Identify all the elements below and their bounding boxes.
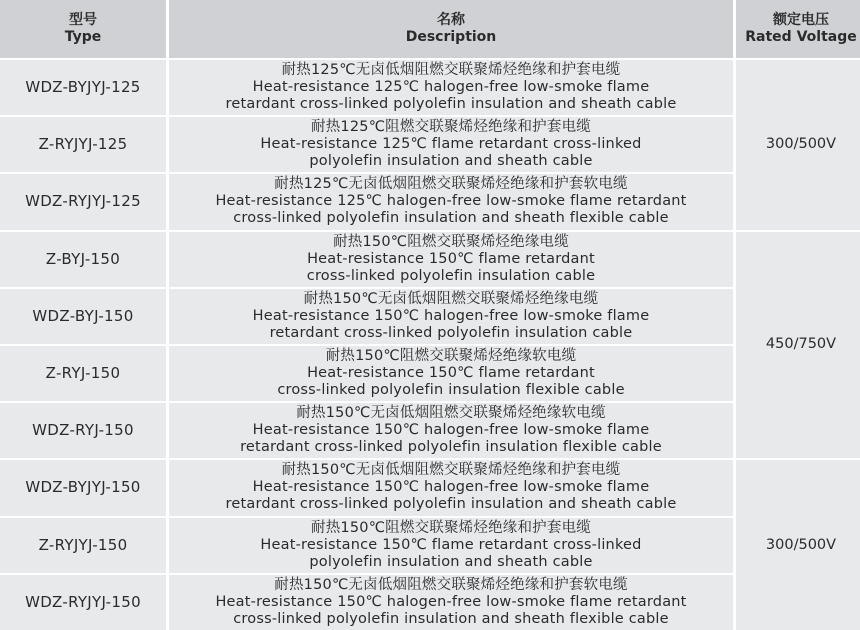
type-cell: WDZ-RYJ-150 bbox=[0, 403, 166, 458]
desc-cn: 耐热150℃阻燃交联聚烯烃绝缘软电缆 bbox=[325, 348, 577, 365]
desc-cn: 耐热150℃无卤低烟阻燃交联聚烯烃绝缘电缆 bbox=[303, 290, 599, 307]
desc-en-line: cross-linked polyolefin insulation and sheath flexible cable bbox=[233, 610, 669, 627]
description-cell bbox=[169, 117, 733, 172]
header-desc-cn: 名称 bbox=[437, 12, 465, 28]
desc-en-line: cross-linked polyolefin insulation flexible cable bbox=[277, 382, 625, 399]
type-cell: Z-BYJ-150 bbox=[0, 232, 166, 287]
desc-cn: 耐热150℃阻燃交联聚烯烃绝缘电缆 bbox=[333, 233, 569, 250]
description-cell bbox=[169, 232, 733, 287]
desc-en-line: Heat-resistance 150℃ flame retardant bbox=[307, 250, 595, 267]
header-type-en: Type bbox=[64, 29, 102, 45]
desc-en-line: Heat-resistance 150℃ halogen-free low-smoke flame bbox=[252, 422, 650, 439]
desc-en-line: Heat-resistance 125℃ halogen-free low-smoke flame retardant bbox=[215, 193, 687, 210]
voltage-cell: 450/750V bbox=[736, 232, 860, 459]
type-cell: WDZ-RYJYJ-150 bbox=[0, 575, 166, 630]
type-cell: Z-RYJYJ-125 bbox=[0, 117, 166, 172]
description-cell bbox=[169, 60, 733, 115]
type-cell: Z-RYJ-150 bbox=[0, 346, 166, 401]
desc-cn: 耐热150℃无卤低烟阻燃交联聚烯烃绝缘和护套电缆 bbox=[281, 462, 621, 479]
desc-cn: 耐热150℃阻燃交联聚烯烃绝缘和护套电缆 bbox=[311, 519, 591, 536]
desc-en-line: polyolefin insulation and sheath cable bbox=[309, 153, 593, 170]
desc-cn: 耐热150℃无卤低烟阻燃交联聚烯烃绝缘软电缆 bbox=[296, 405, 606, 422]
desc-en-line: cross-linked polyolefin insulation and sheath flexible cable bbox=[233, 210, 669, 227]
type-cell: WDZ-BYJYJ-150 bbox=[0, 460, 166, 515]
desc-cn: 耐热125℃无卤低烟阻燃交联聚烯烃绝缘和护套电缆 bbox=[281, 62, 621, 79]
description-cell bbox=[169, 174, 733, 229]
description-cell bbox=[169, 403, 733, 458]
voltage-cell: 300/500V bbox=[736, 460, 860, 630]
header-desc-en: Description bbox=[405, 29, 497, 45]
type-cell: Z-RYJYJ-150 bbox=[0, 518, 166, 573]
desc-en-line: Heat-resistance 150℃ flame retardant bbox=[307, 365, 595, 382]
desc-en-line: Heat-resistance 150℃ halogen-free low-smoke flame retardant bbox=[215, 593, 687, 610]
desc-en-line: cross-linked polyolefin insulation cable bbox=[306, 267, 596, 284]
description-cell bbox=[169, 289, 733, 344]
header-volt-en: Rated Voltage bbox=[745, 29, 857, 45]
desc-cn: 耐热150℃无卤低烟阻燃交联聚烯烃绝缘和护套软电缆 bbox=[274, 576, 628, 593]
desc-cn: 耐热125℃阻燃交联聚烯烃绝缘和护套电缆 bbox=[311, 119, 591, 136]
type-cell: WDZ-BYJYJ-125 bbox=[0, 60, 166, 115]
desc-en-line: retardant cross-linked polyolefin insulation cable bbox=[269, 324, 633, 341]
desc-en-line: retardant cross-linked polyolefin insulation flexible cable bbox=[240, 439, 662, 456]
desc-en-line: retardant cross-linked polyolefin insulation and sheath cable bbox=[225, 496, 677, 513]
header-type-cn: 型号 bbox=[69, 12, 97, 28]
voltage-cell: 300/500V bbox=[736, 60, 860, 230]
desc-cn: 耐热125℃无卤低烟阻燃交联聚烯烃绝缘和护套软电缆 bbox=[274, 176, 628, 193]
header-voltage bbox=[736, 0, 860, 58]
desc-en-line: Heat-resistance 150℃ flame retardant cross-linked bbox=[260, 536, 642, 553]
header-volt-cn: 额定电压 bbox=[773, 12, 829, 28]
type-cell: WDZ-BYJ-150 bbox=[0, 289, 166, 344]
description-cell bbox=[169, 575, 733, 630]
desc-en-line: Heat-resistance 150℃ halogen-free low-smoke flame bbox=[252, 307, 650, 324]
desc-en-line: Heat-resistance 150℃ halogen-free low-smoke flame bbox=[252, 479, 650, 496]
type-cell: WDZ-RYJYJ-125 bbox=[0, 174, 166, 229]
desc-en-line: retardant cross-linked polyolefin insulation and sheath cable bbox=[225, 96, 677, 113]
header-description bbox=[169, 0, 733, 58]
description-cell bbox=[169, 518, 733, 573]
desc-en-line: Heat-resistance 125℃ flame retardant cross-linked bbox=[260, 136, 642, 153]
desc-en-line: polyolefin insulation and sheath cable bbox=[309, 553, 593, 570]
header-type bbox=[0, 0, 166, 58]
description-cell bbox=[169, 346, 733, 401]
description-cell bbox=[169, 460, 733, 515]
desc-en-line: Heat-resistance 125℃ halogen-free low-smoke flame bbox=[252, 79, 650, 96]
